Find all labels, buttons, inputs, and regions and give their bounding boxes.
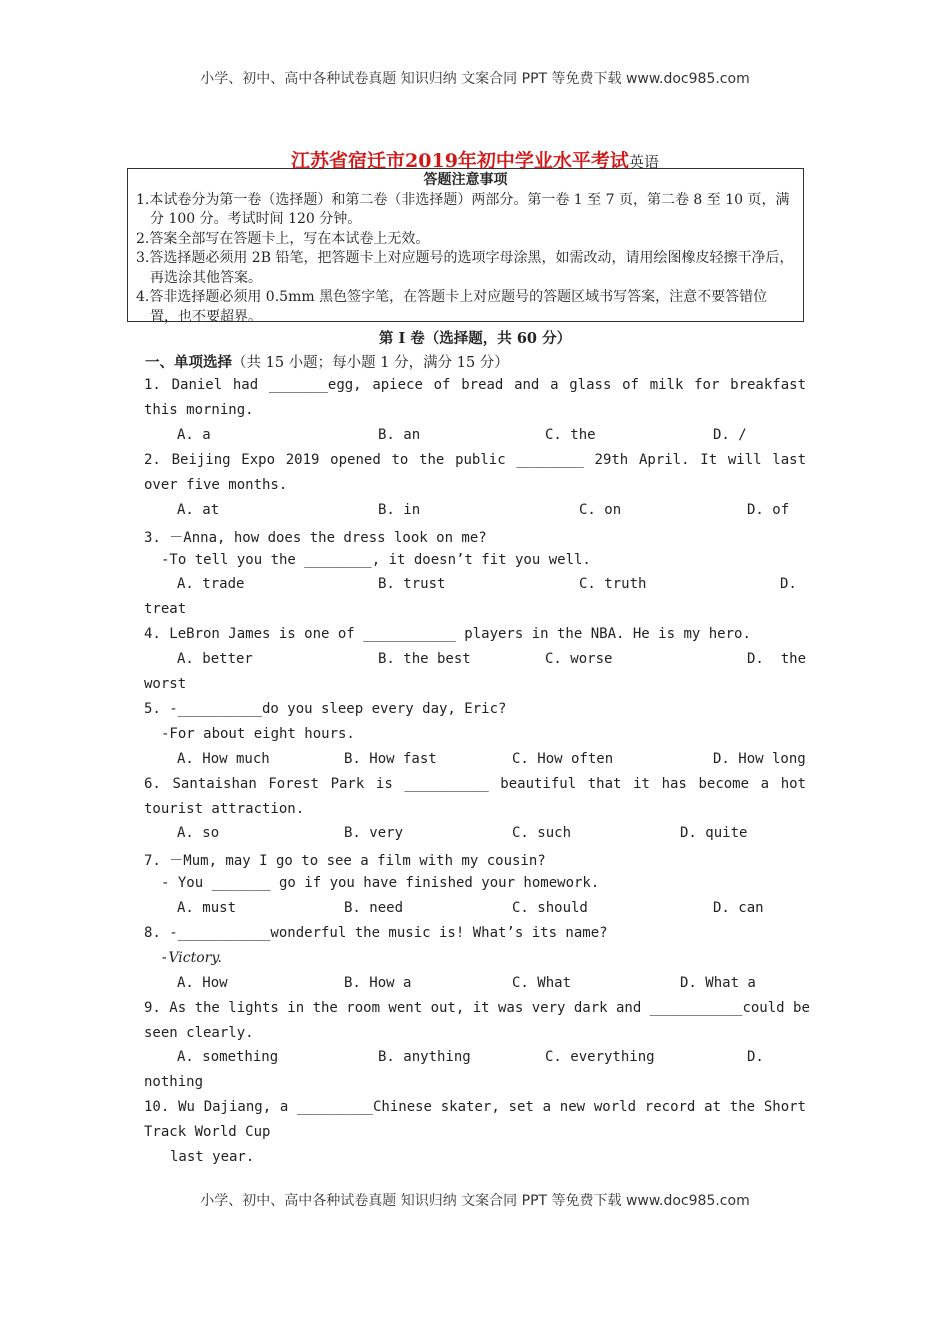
question-1-option-d: D. / — [713, 427, 747, 443]
question-2-line-2: over five months. — [144, 477, 288, 493]
question-6-line-2: tourist attraction. — [144, 801, 305, 817]
exam-title-main: 江苏省宿迁市2019年初中学业水平考试 — [291, 150, 629, 172]
question-1-option-b: B. an — [378, 427, 421, 443]
question-8-option-c: C. What — [512, 975, 572, 991]
question-9-option-d: D. — [747, 1049, 764, 1065]
question-10-line-3: last year. — [170, 1149, 255, 1165]
question-5-option-b: B. How fast — [344, 751, 437, 767]
question-8-line-1: 8. -___________wonderful the music is! What’s its name? — [144, 925, 608, 941]
question-3-option-d: D. — [780, 576, 797, 592]
notice-item-4: 4.答非选择题必须用 0.5mm 黑色签字笔，在答题卡上对应题号的答题区域书写答案，注意不要答错位置，也不要超界。 — [136, 289, 768, 325]
question-3-option-d-text: treat — [144, 601, 187, 617]
question-8-option-b: B. How a — [344, 975, 412, 991]
question-5-option-c: C. How often — [512, 751, 614, 767]
section-heading-bold: 一、单项选择 — [145, 355, 232, 371]
question-5-option-d: D. How long — [713, 751, 806, 767]
question-1-line-1: 1. Daniel had _______egg, apiece of bread and a glass of milk for breakfast — [144, 377, 806, 393]
page-header: 小学、初中、高中各种试卷真题 知识归纳 文案合同 PPT 等免费下载 www.doc985.com — [200, 71, 750, 87]
question-7-option-d: D. can — [713, 900, 764, 916]
question-8-line-2 — [160, 950, 222, 966]
question-8-answer-word: Victory. — [168, 950, 222, 966]
question-3-option-a: A. trade — [177, 576, 245, 592]
question-10-line-2: Track World Cup — [144, 1124, 271, 1140]
question-2-option-a: A. at — [177, 502, 220, 518]
question-2-option-d: D. of — [747, 502, 790, 518]
question-3-option-c: C. truth — [579, 576, 647, 592]
notice-heading: 答题注意事项 — [423, 172, 508, 188]
question-2-option-b: B. in — [378, 502, 421, 518]
question-9-line-2: seen clearly. — [144, 1025, 254, 1041]
question-9-option-b: B. anything — [378, 1049, 471, 1065]
question-1-option-a: A. a — [177, 427, 211, 443]
question-6-option-d: D. quite — [680, 825, 748, 841]
question-5-line-1: 5. -__________do you sleep every day, Eric? — [144, 701, 507, 717]
notice-box — [127, 168, 804, 325]
notice-item-3: 3.答选择题必须用 2B 铅笔，把答题卡上对应题号的选项字母涂黑，如需改动，请用绘图橡皮轻擦干净后，再选涂其他答案。 — [136, 250, 794, 286]
question-2-line-1: 2. Beijing Expo 2019 opened to the public ________ 29th April. It will last — [144, 452, 806, 468]
question-8-dash: - — [160, 950, 169, 966]
section-heading — [145, 351, 509, 372]
question-9-option-d-text: nothing — [144, 1074, 204, 1090]
question-9-option-a: A. something — [177, 1049, 279, 1065]
question-8-option-a: A. How — [177, 975, 228, 991]
page-footer: 小学、初中、高中各种试卷真题 知识归纳 文案合同 PPT 等免费下载 www.doc985.com — [200, 1193, 750, 1209]
question-5-option-a: A. How much — [177, 751, 270, 767]
question-4-line-1: 4. LeBron James is one of ___________ players in the NBA. He is my hero. — [144, 626, 751, 642]
question-9-line-1: 9. As the lights in the room went out, it was very dark and ___________could be — [144, 1000, 810, 1016]
question-7-line-2: - You _______ go if you have finished your homework. — [161, 875, 600, 891]
question-4-option-a: A. better — [177, 651, 253, 667]
question-6-line-1: 6. Santaishan Forest Park is __________ beautiful that it has become a hot — [144, 776, 806, 792]
question-7-line-1: 7. －Mum, may I go to see a film with my cousin? — [144, 853, 546, 869]
question-6-option-c: C. such — [512, 825, 572, 841]
question-7-option-a: A. must — [177, 900, 237, 916]
question-4-option-d-text: worst — [144, 676, 187, 692]
question-7-option-b: B. need — [344, 900, 404, 916]
question-3-line-1: 3. －Anna, how does the dress look on me? — [144, 530, 487, 546]
exam-title-subject: 英语 — [628, 153, 659, 171]
question-1-line-2: this morning. — [144, 402, 254, 418]
question-3-option-b: B. trust — [378, 576, 446, 592]
question-5-line-2: -For about eight hours. — [161, 726, 355, 742]
question-10-line-1: 10. Wu Dajiang, a _________Chinese skater, set a new world record at the Short — [144, 1099, 806, 1115]
question-1-option-c: C. the — [545, 427, 596, 443]
question-2-option-c: C. on — [579, 502, 622, 518]
question-8-option-d: D. What a — [680, 975, 756, 991]
notice-item-1: 1.本试卷分为第一卷（选择题）和第二卷（非选择题）两部分。第一卷 1 至 7 页，第二卷 8 至 10 页，满分 100 分。考试时间 120 分钟。 — [136, 191, 790, 227]
section-heading-rest: （共 15 小题；每小题 1 分，满分 15 分） — [232, 355, 509, 371]
question-7-option-c: C. should — [512, 900, 588, 916]
question-4-option-c: C. worse — [545, 651, 613, 667]
question-6-option-b: B. very — [344, 825, 404, 841]
part-heading: 第 I 卷（选择题，共 60 分） — [378, 330, 572, 347]
question-4-option-b: B. the best — [378, 651, 471, 667]
question-4-option-d: D. the — [747, 651, 807, 667]
question-9-option-c: C. everything — [545, 1049, 655, 1065]
question-6-option-a: A. so — [177, 825, 220, 841]
notice-item-2: 2.答案全部写在答题卡上，写在本试卷上无效。 — [136, 230, 430, 247]
question-3-line-2: -To tell you the ________, it doesn’t fit you well. — [161, 552, 591, 568]
